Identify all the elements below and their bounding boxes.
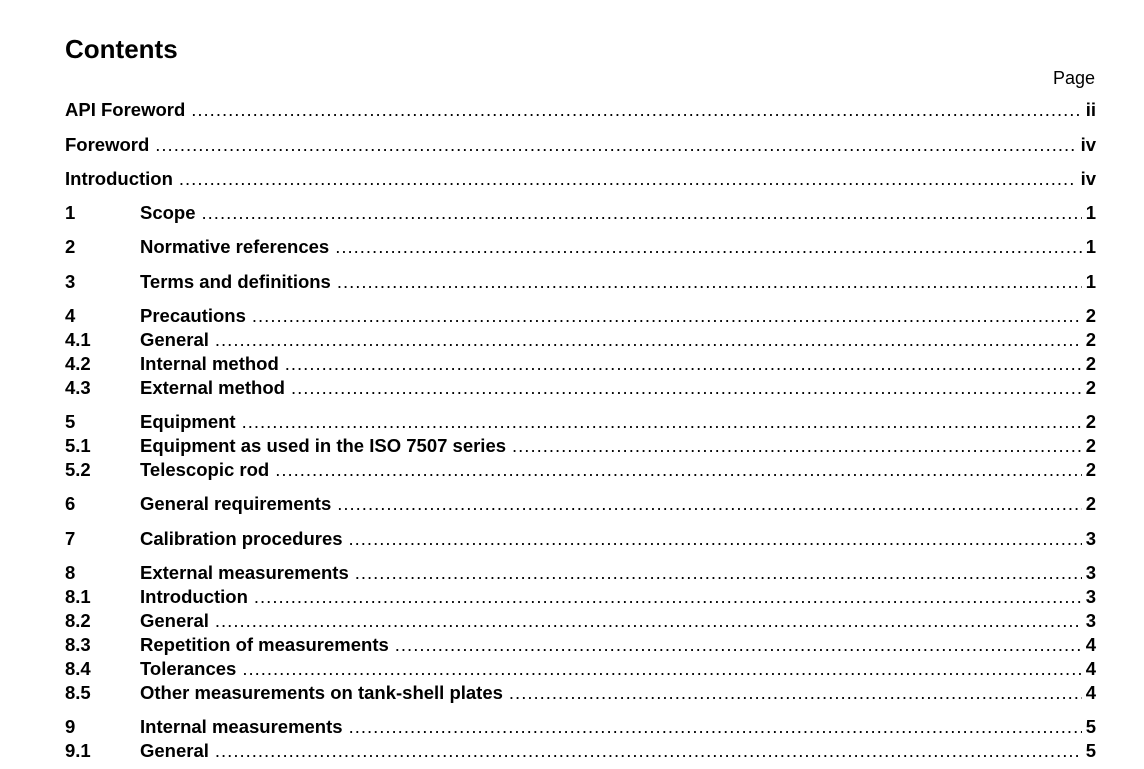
toc-entry-label: External method bbox=[140, 377, 285, 398]
toc-entry-7[interactable] bbox=[65, 528, 1096, 550]
toc-entry-page: 5 bbox=[1085, 716, 1096, 737]
dot-leader bbox=[349, 716, 1082, 738]
toc-entry-3[interactable] bbox=[65, 271, 1096, 293]
toc-entry-page: 2 bbox=[1085, 305, 1096, 326]
toc-entry-number: 2 bbox=[65, 236, 76, 257]
toc-entry-label: Scope bbox=[140, 202, 196, 223]
toc-entry-page: 3 bbox=[1085, 610, 1096, 631]
dot-leader bbox=[242, 658, 1081, 680]
toc-entry-page: 4 bbox=[1085, 682, 1096, 703]
dot-leader bbox=[395, 634, 1082, 656]
toc-entry-label: General bbox=[140, 610, 209, 631]
toc-entry-6[interactable] bbox=[65, 493, 1096, 515]
toc-entry-number: 9 bbox=[65, 716, 76, 737]
dot-leader bbox=[349, 528, 1082, 550]
toc-entry-number: 1 bbox=[65, 202, 76, 223]
toc-entry-number: 5.1 bbox=[65, 435, 91, 456]
toc-entry-page: 3 bbox=[1085, 562, 1096, 583]
toc-entry-label: General requirements bbox=[140, 493, 332, 514]
dot-leader bbox=[285, 353, 1082, 375]
toc-entry-page: 3 bbox=[1085, 586, 1096, 607]
toc-entry-label: Other measurements on tank-shell plates bbox=[140, 682, 503, 703]
toc-entry-number: 8.3 bbox=[65, 634, 91, 655]
toc-entry-page: 2 bbox=[1085, 435, 1096, 456]
toc-entry-number: 7 bbox=[65, 528, 76, 549]
toc-entry-label: Equipment as used in the ISO 7507 series bbox=[140, 435, 507, 456]
dot-leader bbox=[337, 271, 1082, 293]
toc-entry-introduction[interactable] bbox=[65, 168, 1096, 190]
dot-leader bbox=[202, 202, 1082, 224]
toc-entry-number: 4.3 bbox=[65, 377, 91, 398]
dot-leader bbox=[215, 329, 1082, 351]
dot-leader bbox=[254, 586, 1082, 608]
toc-entry-8[interactable] bbox=[65, 562, 1096, 584]
toc-entry-page: 2 bbox=[1085, 411, 1096, 432]
dot-leader bbox=[242, 411, 1082, 433]
toc-entry-label: General bbox=[140, 329, 209, 350]
toc-entry-5-2[interactable] bbox=[65, 459, 1096, 481]
toc-entry-4-3[interactable] bbox=[65, 377, 1096, 399]
dot-leader bbox=[337, 493, 1081, 515]
toc-entry-label: Terms and definitions bbox=[140, 271, 331, 292]
toc-entry-number: 8 bbox=[65, 562, 76, 583]
toc-entry-number: 5.2 bbox=[65, 459, 91, 480]
toc-entry-label: Introduction bbox=[65, 168, 173, 189]
toc-entry-label: External measurements bbox=[140, 562, 349, 583]
toc-entry-page: iv bbox=[1080, 134, 1096, 155]
toc-entry-8-1[interactable] bbox=[65, 586, 1096, 608]
dot-leader bbox=[355, 562, 1082, 584]
toc-entry-page: iv bbox=[1080, 168, 1096, 189]
toc-entry-4-2[interactable] bbox=[65, 353, 1096, 375]
toc-entry-page: 5 bbox=[1085, 740, 1096, 761]
toc-entry-label: Tolerances bbox=[140, 658, 237, 679]
toc-entry-label: Repetition of measurements bbox=[140, 634, 389, 655]
toc-entry-number: 3 bbox=[65, 271, 76, 292]
toc-entry-label: Internal measurements bbox=[140, 716, 343, 737]
toc-entry-label: Precautions bbox=[140, 305, 246, 326]
dot-leader bbox=[509, 682, 1082, 704]
toc-entry-1[interactable] bbox=[65, 202, 1096, 224]
toc-entry-8-4[interactable] bbox=[65, 658, 1096, 680]
dot-leader bbox=[215, 610, 1082, 632]
dot-leader bbox=[291, 377, 1082, 399]
dot-leader bbox=[275, 459, 1082, 481]
dot-leader bbox=[179, 168, 1077, 190]
toc-entry-page: 2 bbox=[1085, 493, 1096, 514]
toc-entry-number: 6 bbox=[65, 493, 76, 514]
toc-entry-number: 8.1 bbox=[65, 586, 91, 607]
page-column-header: Page bbox=[1052, 68, 1095, 88]
toc-entry-label: API Foreword bbox=[65, 99, 186, 120]
toc-entry-page: ii bbox=[1085, 99, 1096, 120]
toc-entry-label: Calibration procedures bbox=[140, 528, 343, 549]
toc-entry-5[interactable] bbox=[65, 411, 1096, 433]
toc-entry-label: Equipment bbox=[140, 411, 236, 432]
dot-leader bbox=[252, 305, 1082, 327]
toc-entry-number: 4.2 bbox=[65, 353, 91, 374]
toc-entry-number: 5 bbox=[65, 411, 76, 432]
toc-entry-page: 4 bbox=[1085, 634, 1096, 655]
toc-entry-page: 2 bbox=[1085, 377, 1096, 398]
dot-leader bbox=[191, 99, 1081, 121]
toc-entry-8-3[interactable] bbox=[65, 634, 1096, 656]
dot-leader bbox=[155, 134, 1076, 156]
toc-entry-9-1[interactable] bbox=[65, 740, 1096, 762]
toc-entry-number: 8.5 bbox=[65, 682, 91, 703]
toc-entry-5-1[interactable] bbox=[65, 435, 1096, 457]
page-title: Contents bbox=[65, 34, 178, 64]
toc-entry-page: 2 bbox=[1085, 459, 1096, 480]
toc-entry-number: 4.1 bbox=[65, 329, 91, 350]
toc-entry-label: Foreword bbox=[65, 134, 150, 155]
dot-leader bbox=[512, 435, 1082, 457]
toc-entry-2[interactable] bbox=[65, 236, 1096, 258]
toc-entry-page: 2 bbox=[1085, 329, 1096, 350]
toc-entry-8-5[interactable] bbox=[65, 682, 1096, 704]
toc-entry-8-2[interactable] bbox=[65, 610, 1096, 632]
toc-entry-page: 4 bbox=[1085, 658, 1096, 679]
toc-entry-label: Introduction bbox=[140, 586, 248, 607]
toc-entry-label: Internal method bbox=[140, 353, 279, 374]
toc-entry-4[interactable] bbox=[65, 305, 1096, 327]
toc-entry-page: 2 bbox=[1085, 353, 1096, 374]
dot-leader bbox=[335, 236, 1081, 258]
toc-entry-number: 8.2 bbox=[65, 610, 91, 631]
toc-entry-number: 8.4 bbox=[65, 658, 91, 679]
toc-entry-page: 3 bbox=[1085, 528, 1096, 549]
toc-entry-4-1[interactable] bbox=[65, 329, 1096, 351]
toc-entry-label: General bbox=[140, 740, 209, 761]
toc-entry-number: 4 bbox=[65, 305, 76, 326]
toc-entry-label: Telescopic rod bbox=[140, 459, 270, 480]
toc-entry-foreword[interactable] bbox=[65, 134, 1096, 156]
dot-leader bbox=[215, 740, 1082, 762]
toc-entry-page: 1 bbox=[1085, 271, 1096, 292]
toc-entry-label: Normative references bbox=[140, 236, 330, 257]
toc-entry-page: 1 bbox=[1085, 236, 1096, 257]
toc-entry-page: 1 bbox=[1085, 202, 1096, 223]
toc-entry-9[interactable] bbox=[65, 716, 1096, 738]
toc-entry-number: 9.1 bbox=[65, 740, 91, 761]
toc-entry-api-foreword[interactable] bbox=[65, 99, 1096, 121]
